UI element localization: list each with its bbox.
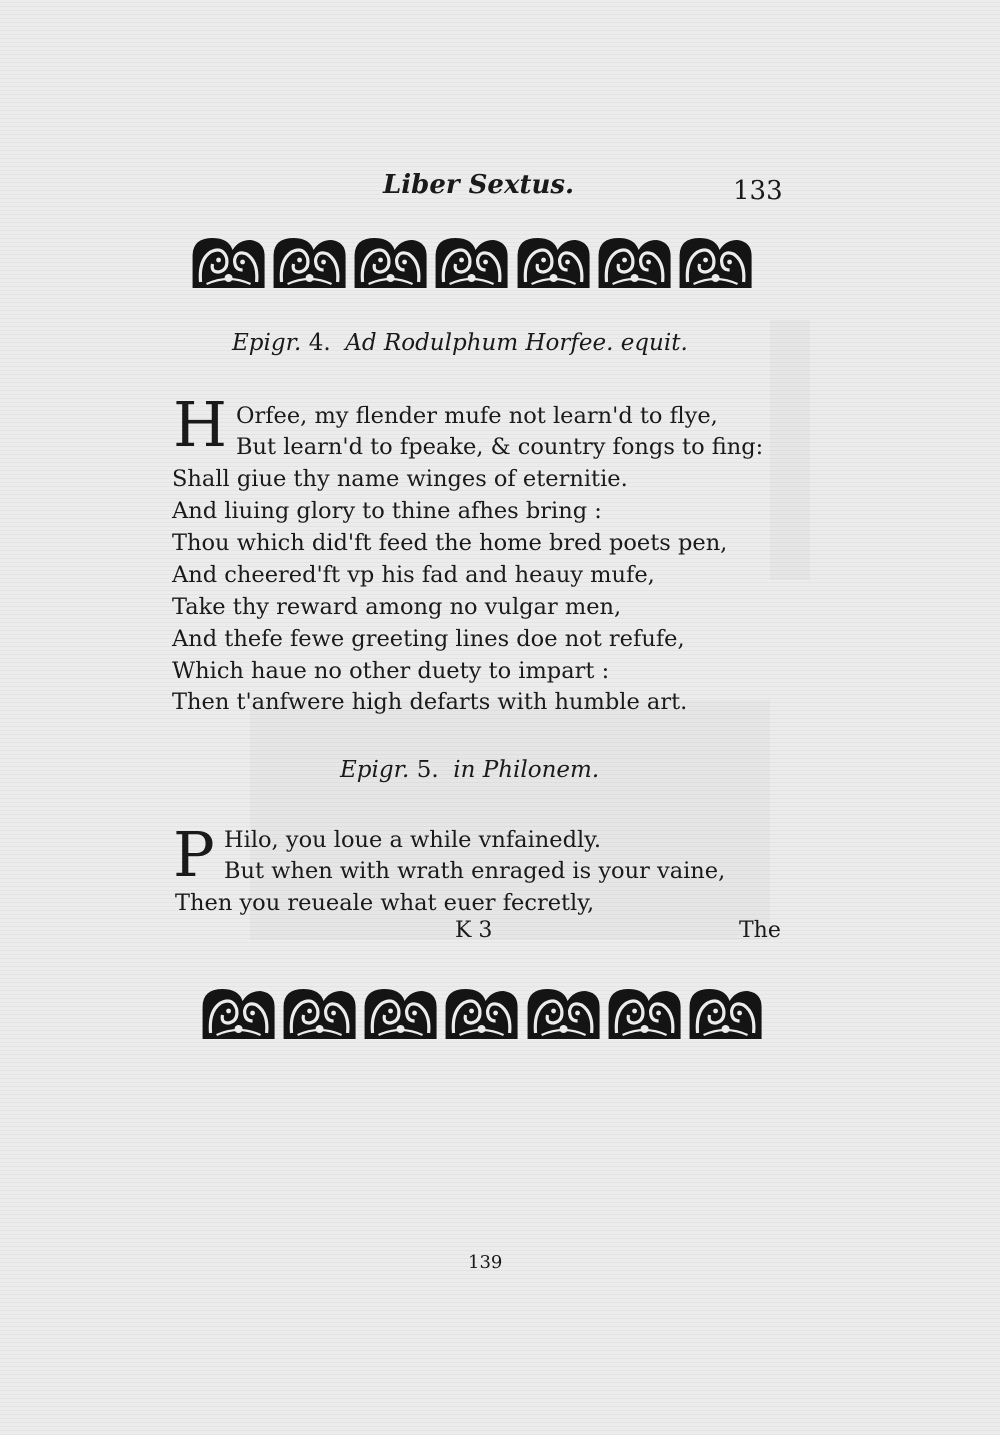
epigram-label: Epigr.: [232, 330, 302, 356]
floral-headpiece-ornament-top: [188, 232, 756, 292]
floral-ornament-unit-icon: [279, 983, 360, 1043]
signature-mark: K 3: [455, 918, 493, 943]
floral-ornament-unit-icon: [513, 232, 594, 292]
poem-line: Hilo, you loue a while vnfainedly.: [224, 827, 602, 853]
poem-line: Take thy reward among no vulgar men,: [172, 594, 622, 620]
epigram-heading: [232, 330, 688, 356]
floral-ornament-unit-icon: [685, 983, 766, 1043]
epigram-title: in Philonem.: [453, 757, 600, 783]
floral-ornament-unit-icon: [350, 232, 431, 292]
epigram-heading: [340, 757, 599, 783]
folio-number: 139: [468, 1252, 503, 1273]
poem-line: Shall giue thy name winges of eternitie.: [172, 466, 628, 492]
page-number: 133: [733, 176, 783, 206]
floral-ornament-unit-icon: [431, 232, 512, 292]
floral-ornament-unit-icon: [441, 983, 522, 1043]
show-through-shadow: [770, 320, 810, 580]
floral-ornament-unit-icon: [604, 983, 685, 1043]
floral-ornament-unit-icon: [269, 232, 350, 292]
poem-line: But learn'd to fpeake, & country fongs to fing:: [236, 434, 764, 460]
floral-ornament-unit-icon: [594, 232, 675, 292]
catchword: The: [739, 918, 781, 943]
poem-line: Orfee, my flender mufe not learn'd to flye,: [236, 403, 718, 429]
floral-ornament-unit-icon: [675, 232, 756, 292]
poem-line: Then you reueale what euer fecretly,: [175, 890, 595, 916]
poem-line: But when with wrath enraged is your vaine,: [224, 858, 726, 884]
poem-line: And thefe fewe greeting lines doe not refufe,: [172, 626, 685, 652]
floral-ornament-unit-icon: [523, 983, 604, 1043]
floral-ornament-unit-icon: [198, 983, 279, 1043]
poem-line: Then t'anfwere high defarts with humble art.: [172, 689, 688, 715]
epigram-label: Epigr.: [340, 757, 410, 783]
floral-ornament-unit-icon: [360, 983, 441, 1043]
poem-line: Which haue no other duety to impart :: [172, 658, 610, 684]
floral-ornament-unit-icon: [188, 232, 269, 292]
drop-cap: P: [173, 818, 215, 891]
poem-line: Thou which did'ft feed the home bred poets pen,: [172, 530, 728, 556]
epigram-number: 5.: [416, 757, 439, 783]
epigram-number: 4.: [308, 330, 331, 356]
drop-cap: H: [173, 388, 228, 461]
running-title: Liber Sextus.: [383, 170, 575, 200]
poem-line: And cheered'ft vp his fad and heauy mufe,: [172, 562, 655, 588]
poem-line: And liuing glory to thine afhes bring :: [172, 498, 602, 524]
floral-tailpiece-ornament-bottom: [198, 983, 766, 1043]
epigram-title: Ad Rodulphum Horfee. equit.: [345, 330, 688, 356]
